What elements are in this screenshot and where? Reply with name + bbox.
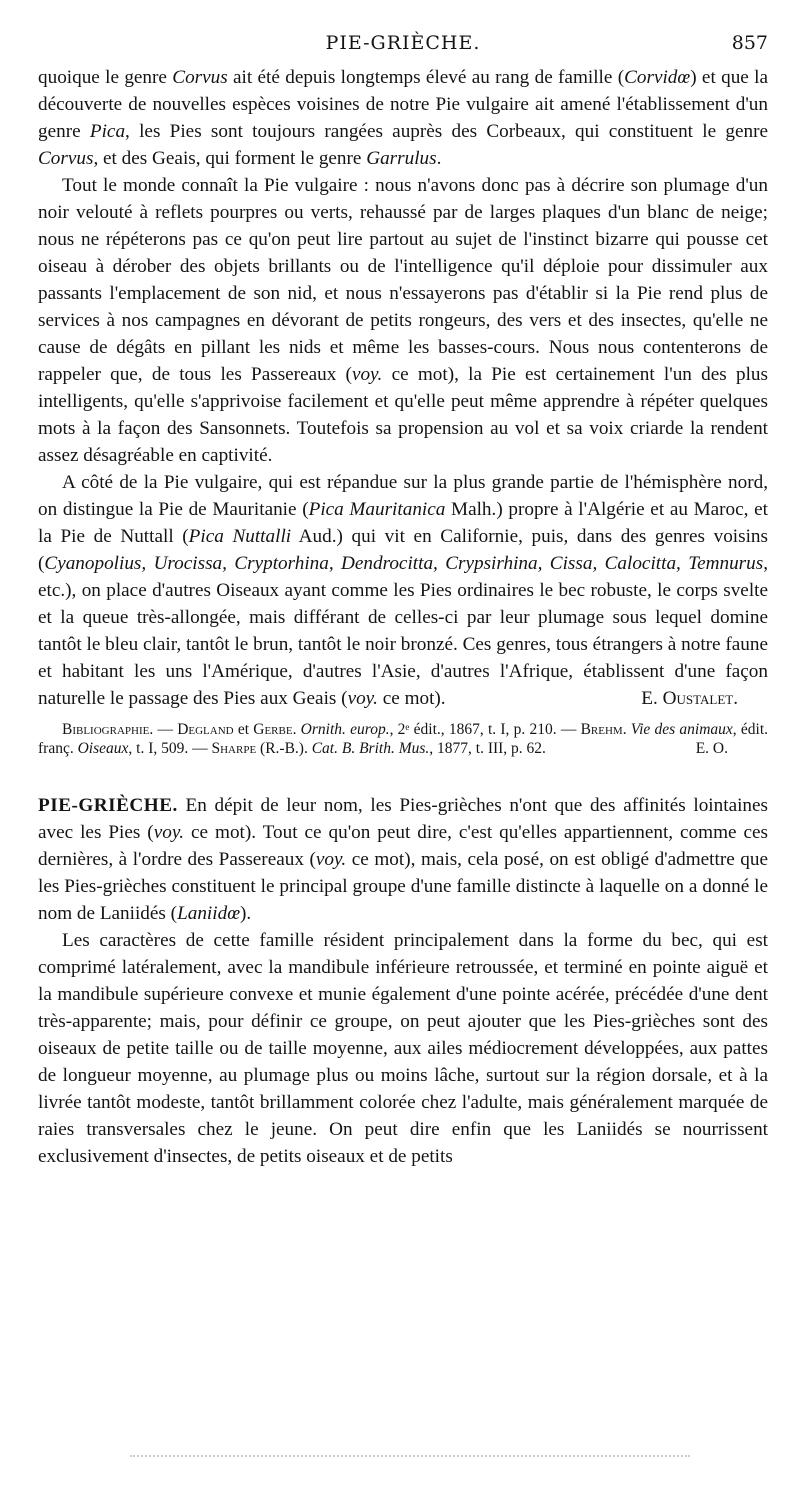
text-run: ce mot), mais, cela posé, on est obligé d'admettre que les Pies-grièches constituent le principal groupe d'une famille distincte à laquelle on a donné le nom de Laniidés (: [38, 849, 768, 924]
text-run: quoique le genre: [38, 67, 173, 88]
author-signature: E. Oustalet.: [641, 688, 738, 709]
italic-term: voy.: [153, 822, 185, 843]
text-run: et: [233, 721, 254, 738]
text-run: ).: [240, 903, 252, 924]
text-run: ce mot), la Pie est certainement l'un des plus intelligents, qu'elle s'apprivoise facilement et qu'elle peut même apprendre à répéter quelques mots à la façon des Sansonnets. Toutefois sa propension au vol et sa voix criarde la rendent assez désagréable en captivité.: [38, 364, 768, 466]
paragraph-2: [38, 172, 768, 469]
text-run: ce mot).: [377, 688, 446, 709]
author-name: Sharpe: [211, 740, 257, 757]
text-run: , 1877, t. III, p. 62.: [429, 740, 546, 757]
text-run: Malh.) propre à l'Algérie et au Maroc, et la Pie de Nuttall (: [38, 499, 768, 547]
italic-term: Corvidœ: [624, 67, 691, 88]
italic-term: voy.: [351, 364, 383, 385]
paragraph-1: [38, 64, 768, 172]
text-run: —: [153, 721, 178, 738]
paragraph-4: [38, 792, 768, 927]
text-run: , et des Geais, qui forment le genre: [93, 148, 367, 169]
bibliography-label: Bibliographie.: [62, 721, 154, 738]
italic-term: Pica: [89, 121, 126, 142]
bibliography: [38, 720, 768, 758]
entry-headword: PIE-GRIÈCHE.: [38, 795, 178, 816]
italic-term: Corvus: [172, 67, 228, 88]
italic-term: Garrulus: [366, 148, 437, 169]
italic-term: Cat. B. Brith. Mus.: [311, 740, 430, 757]
paragraph-3: [38, 469, 768, 712]
italic-term: Cyanopolius, Urocissa, Cryptorhina, Dendrocitta, Crypsirhina, Cissa, Calocitta, Temnurus: [44, 553, 764, 574]
italic-term: Pica Mauritanica: [308, 499, 446, 520]
text-run: Tout le monde connaît la Pie vulgaire : nous n'avons donc pas à décrire son plumage d'un noir velouté à reflets pourpres ou verts, rehaussé par de larges plaques d'un blanc de neige; nous ne répéterons pas ce qu'on peut lire partout au sujet de l'instinct bizarre qui pousse cet oiseau à dérober des objets brillants ou de l'intelligence qu'il déploie pour dissimuler aux passants l'emplacement de son nid, et nous n'essayerons pas d'établir si la Pie rend plus de services à nos campagnes en dévorant de petits rongeurs, des vers et des insectes, qu'elle ne cause de dégâts en pillant les nids et même les basses-cours. Nous nous contenterons de rappeler que, de tous les Passereaux (: [38, 175, 768, 385]
paragraph-5: [38, 927, 768, 1170]
bleed-through-line: [130, 1455, 690, 1459]
text-run: .: [292, 721, 301, 738]
author-name: Gerbe: [253, 721, 293, 738]
italic-term: Laniidœ: [177, 903, 240, 924]
text-run: Aud.) qui vit en Californie, puis, dans des genres voisins (: [38, 526, 768, 574]
text-run: , etc.), on place d'autres Oiseaux ayant comme les Pies ordinaires le bec robuste, le corps svelte et la queue très-allongée, mais différant de celles-ci par leur plumage sous lequel domine tantôt le bleu clair, tantôt le brun, tantôt le noir bronzé. Ces genres, tous étrangers à notre faune et habitant les uns l'Amérique, d'autres l'Asie, d'autres l'Afrique, établissent d'une façon naturelle le passage des Pies aux Geais (: [38, 553, 768, 709]
text-run: ce mot). Tout ce qu'on peut dire, c'est qu'elles appartiennent, comme ces dernières, à l'ordre des Passereaux (: [38, 822, 768, 870]
text-run: , t. I, 509. —: [128, 740, 212, 757]
text-run: ) et que la découverte de nouvelles espèces voisines de notre Pie vulgaire ait amené l'établissement d'un genre: [38, 67, 768, 142]
text-run: , édit. franç.: [38, 721, 769, 757]
italic-term: voy.: [347, 688, 378, 709]
italic-term: voy.: [315, 849, 347, 870]
italic-term: Corvus: [38, 148, 94, 169]
text-run: En dépit de leur nom, les Pies-grièches n'ont que des affinités lointaines avec les Pies (: [38, 795, 768, 843]
author-initials: E. O.: [695, 740, 728, 757]
text-run: , 2ᵉ édit., 1867, t. I, p. 210. —: [389, 721, 581, 738]
page-number: 857: [731, 32, 768, 54]
text-body: [38, 64, 768, 1170]
text-run: .: [622, 721, 631, 738]
italic-term: Vie des animaux: [630, 721, 733, 738]
text-run: (R.-B.).: [256, 740, 312, 757]
text-run: A côté de la Pie vulgaire, qui est répandue sur la plus grande partie de l'hémisphère nord, on distingue la Pie de Mauritanie (: [38, 472, 768, 520]
italic-term: Pica Nuttalli: [188, 526, 292, 547]
text-run: Les caractères de cette famille résident principalement dans la forme du bec, qui est comprimé latéralement, avec la mandibule inférieure retroussée, et terminé en pointe aiguë et la mandibule supérieure convexe et munie également d'une pointe acérée, précédée d'une dent très-apparente; mais, pour définir ce groupe, on peut ajouter que les Pies-grièches sont des oiseaux de petite taille ou de taille moyenne, aux ailes médiocrement développées, aux pattes de longueur moyenne, au plumage plus ou moins lâche, surtout sur la région dorsale, et à la livrée tantôt modeste, tantôt brillamment colorée chez l'adulte, mais généralement marquée de raies transversales chez le jeune. On peut dire enfin que les Laniidés se nourrissent exclusivement d'insectes, de petits oiseaux et de petits: [38, 930, 768, 1167]
text-run: .: [436, 148, 442, 169]
page-header: [38, 32, 768, 56]
author-name: Degland: [177, 721, 234, 738]
author-name: Brehm: [580, 721, 623, 738]
running-title: PIE-GRIÈCHE.: [325, 32, 481, 54]
text-run: , les Pies sont toujours rangées auprès des Corbeaux, qui constituent le genre: [125, 121, 768, 142]
italic-term: Oiseaux: [77, 740, 129, 757]
text-run: ait été depuis longtemps élevé au rang de famille (: [227, 67, 625, 88]
italic-term: Ornith. europ.: [300, 721, 390, 738]
